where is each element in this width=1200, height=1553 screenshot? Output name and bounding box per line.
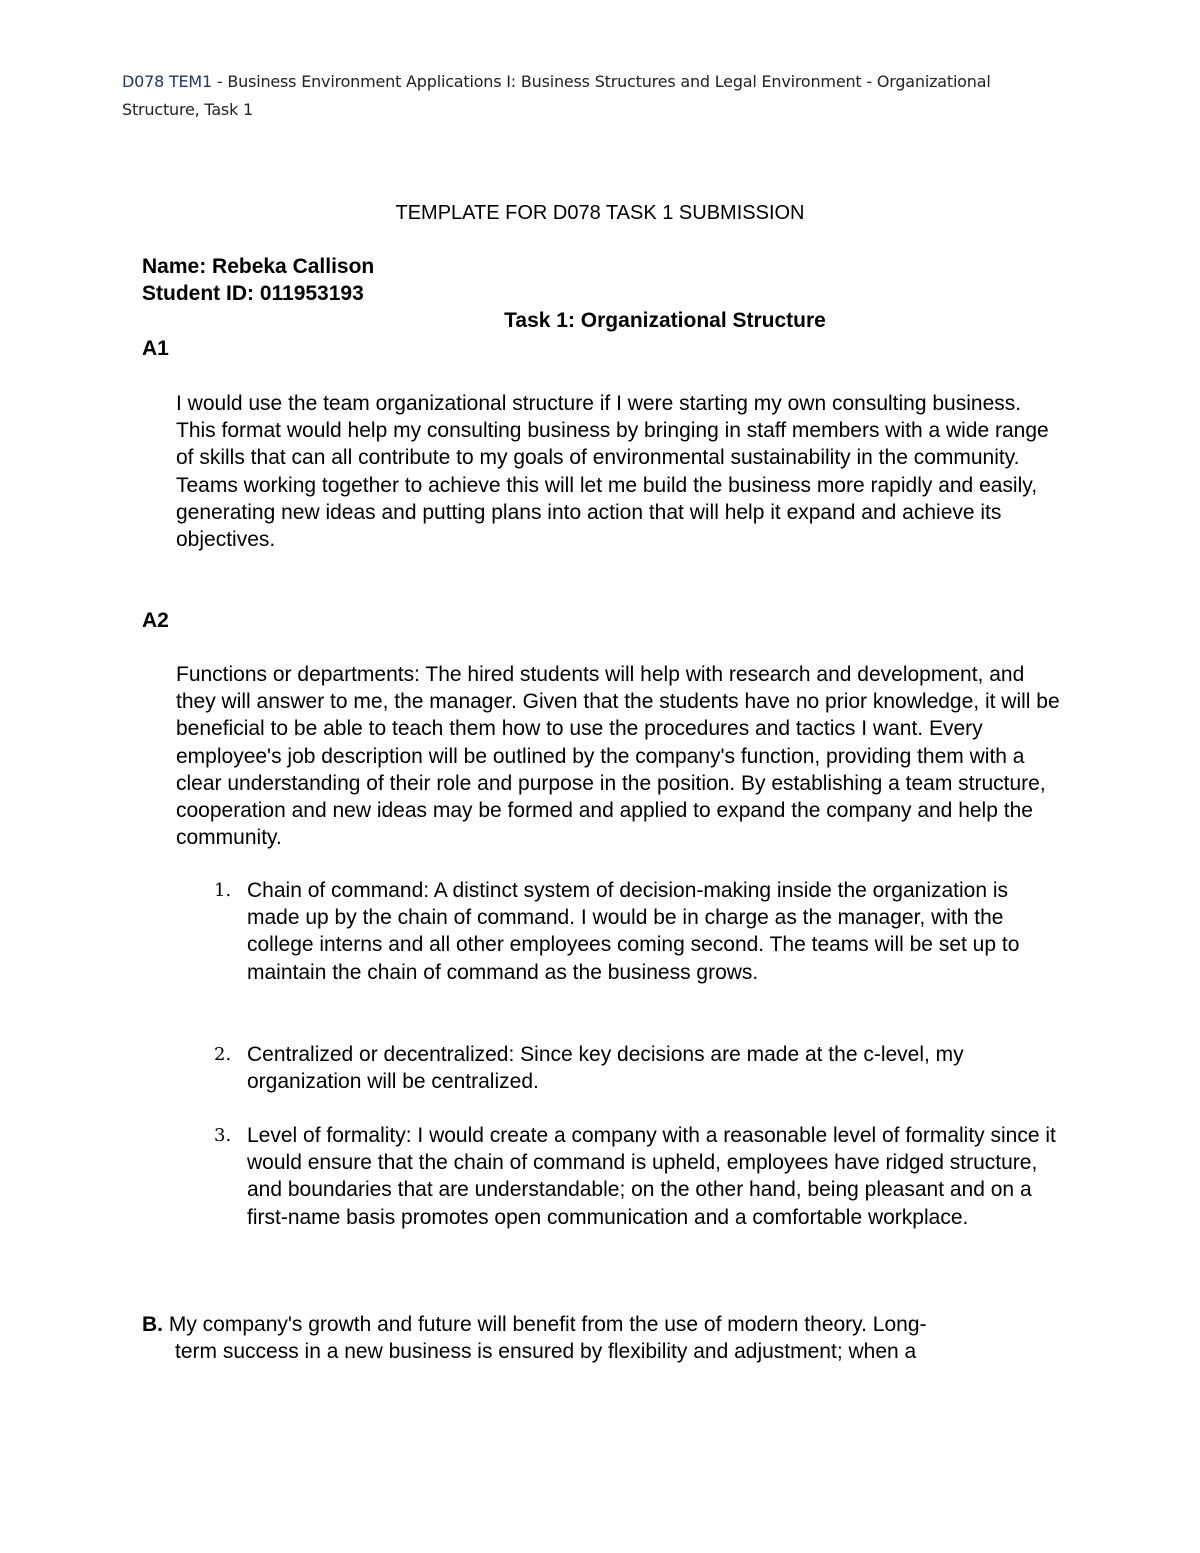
list-number: 1. — [214, 880, 232, 901]
section-b-line2: term success in a new business is ensured by flexibility and adjustment; when a — [175, 1340, 917, 1364]
list-number: 2. — [214, 1044, 232, 1065]
list-item-text: Chain of command: A distinct system of decision-making inside the organization is made up by the chain of command. I would be in charge as the manager, with the college interns and all other employees coming second. The teams will be set up to maintain the chain of command as the business grows. — [247, 879, 1020, 984]
document-title: TEMPLATE FOR D078 TASK 1 SUBMISSION — [395, 202, 805, 224]
task-heading: Task 1: Organizational Structure — [504, 309, 826, 332]
list-item-text: Centralized or decentralized: Since key decisions are made at the c-level, my organization will be centralized. — [247, 1043, 964, 1094]
course-title-line2: Structure, Task 1 — [122, 100, 253, 119]
running-header — [122, 68, 1042, 124]
section-b-label: B. — [142, 1313, 163, 1336]
section-a2-paragraph: Functions or departments: The hired students will help with research and development, and they will answer to me, the manager. Given that the students have no prior knowledge, it will be beneficial to be able to teach them how to use the procedures and tactics I want. Every employee's job description will be outlined by the company's function, providing them with a clear understanding of their role and purpose in the position. By establishing a team structure, cooperation and new ideas may be formed and applied to expand the company and help the community. — [176, 663, 1060, 850]
section-b — [142, 1311, 1042, 1365]
section-b-line1: My company's growth and future will benefit from the use of modern theory. Long- — [163, 1313, 927, 1336]
section-a2-label: A2 — [142, 609, 169, 632]
section-a1-paragraph: I would use the team organizational structure if I were starting my own consulting business. This format would help my consulting business by bringing in staff members with a wide range of skills that can all contribute to my goals of environmental sustainability in the community. Teams working together to achieve this will let me build the business more rapidly and easily, generating new ideas and putting plans into action that will help it expand and achieve its objectives. — [176, 392, 1049, 552]
section-a1-label: A1 — [142, 337, 169, 360]
student-name: Name: Rebeka Callison — [142, 255, 375, 278]
course-code: D078 TEM1 — [122, 72, 213, 91]
course-title: - Business Environment Applications I: Business Structures and Legal Environment - Organizational — [212, 72, 991, 91]
list-item-text: Level of formality: I would create a company with a reasonable level of formality since it would ensure that the chain of command is upheld, employees have ridged structure, and boundaries that are understandable; on the other hand, being pleasant and on a first-name basis promotes open communication and a comfortable workplace. — [247, 1124, 1056, 1229]
student-id: Student ID: 011953193 — [142, 282, 364, 305]
list-number: 3. — [214, 1125, 232, 1146]
